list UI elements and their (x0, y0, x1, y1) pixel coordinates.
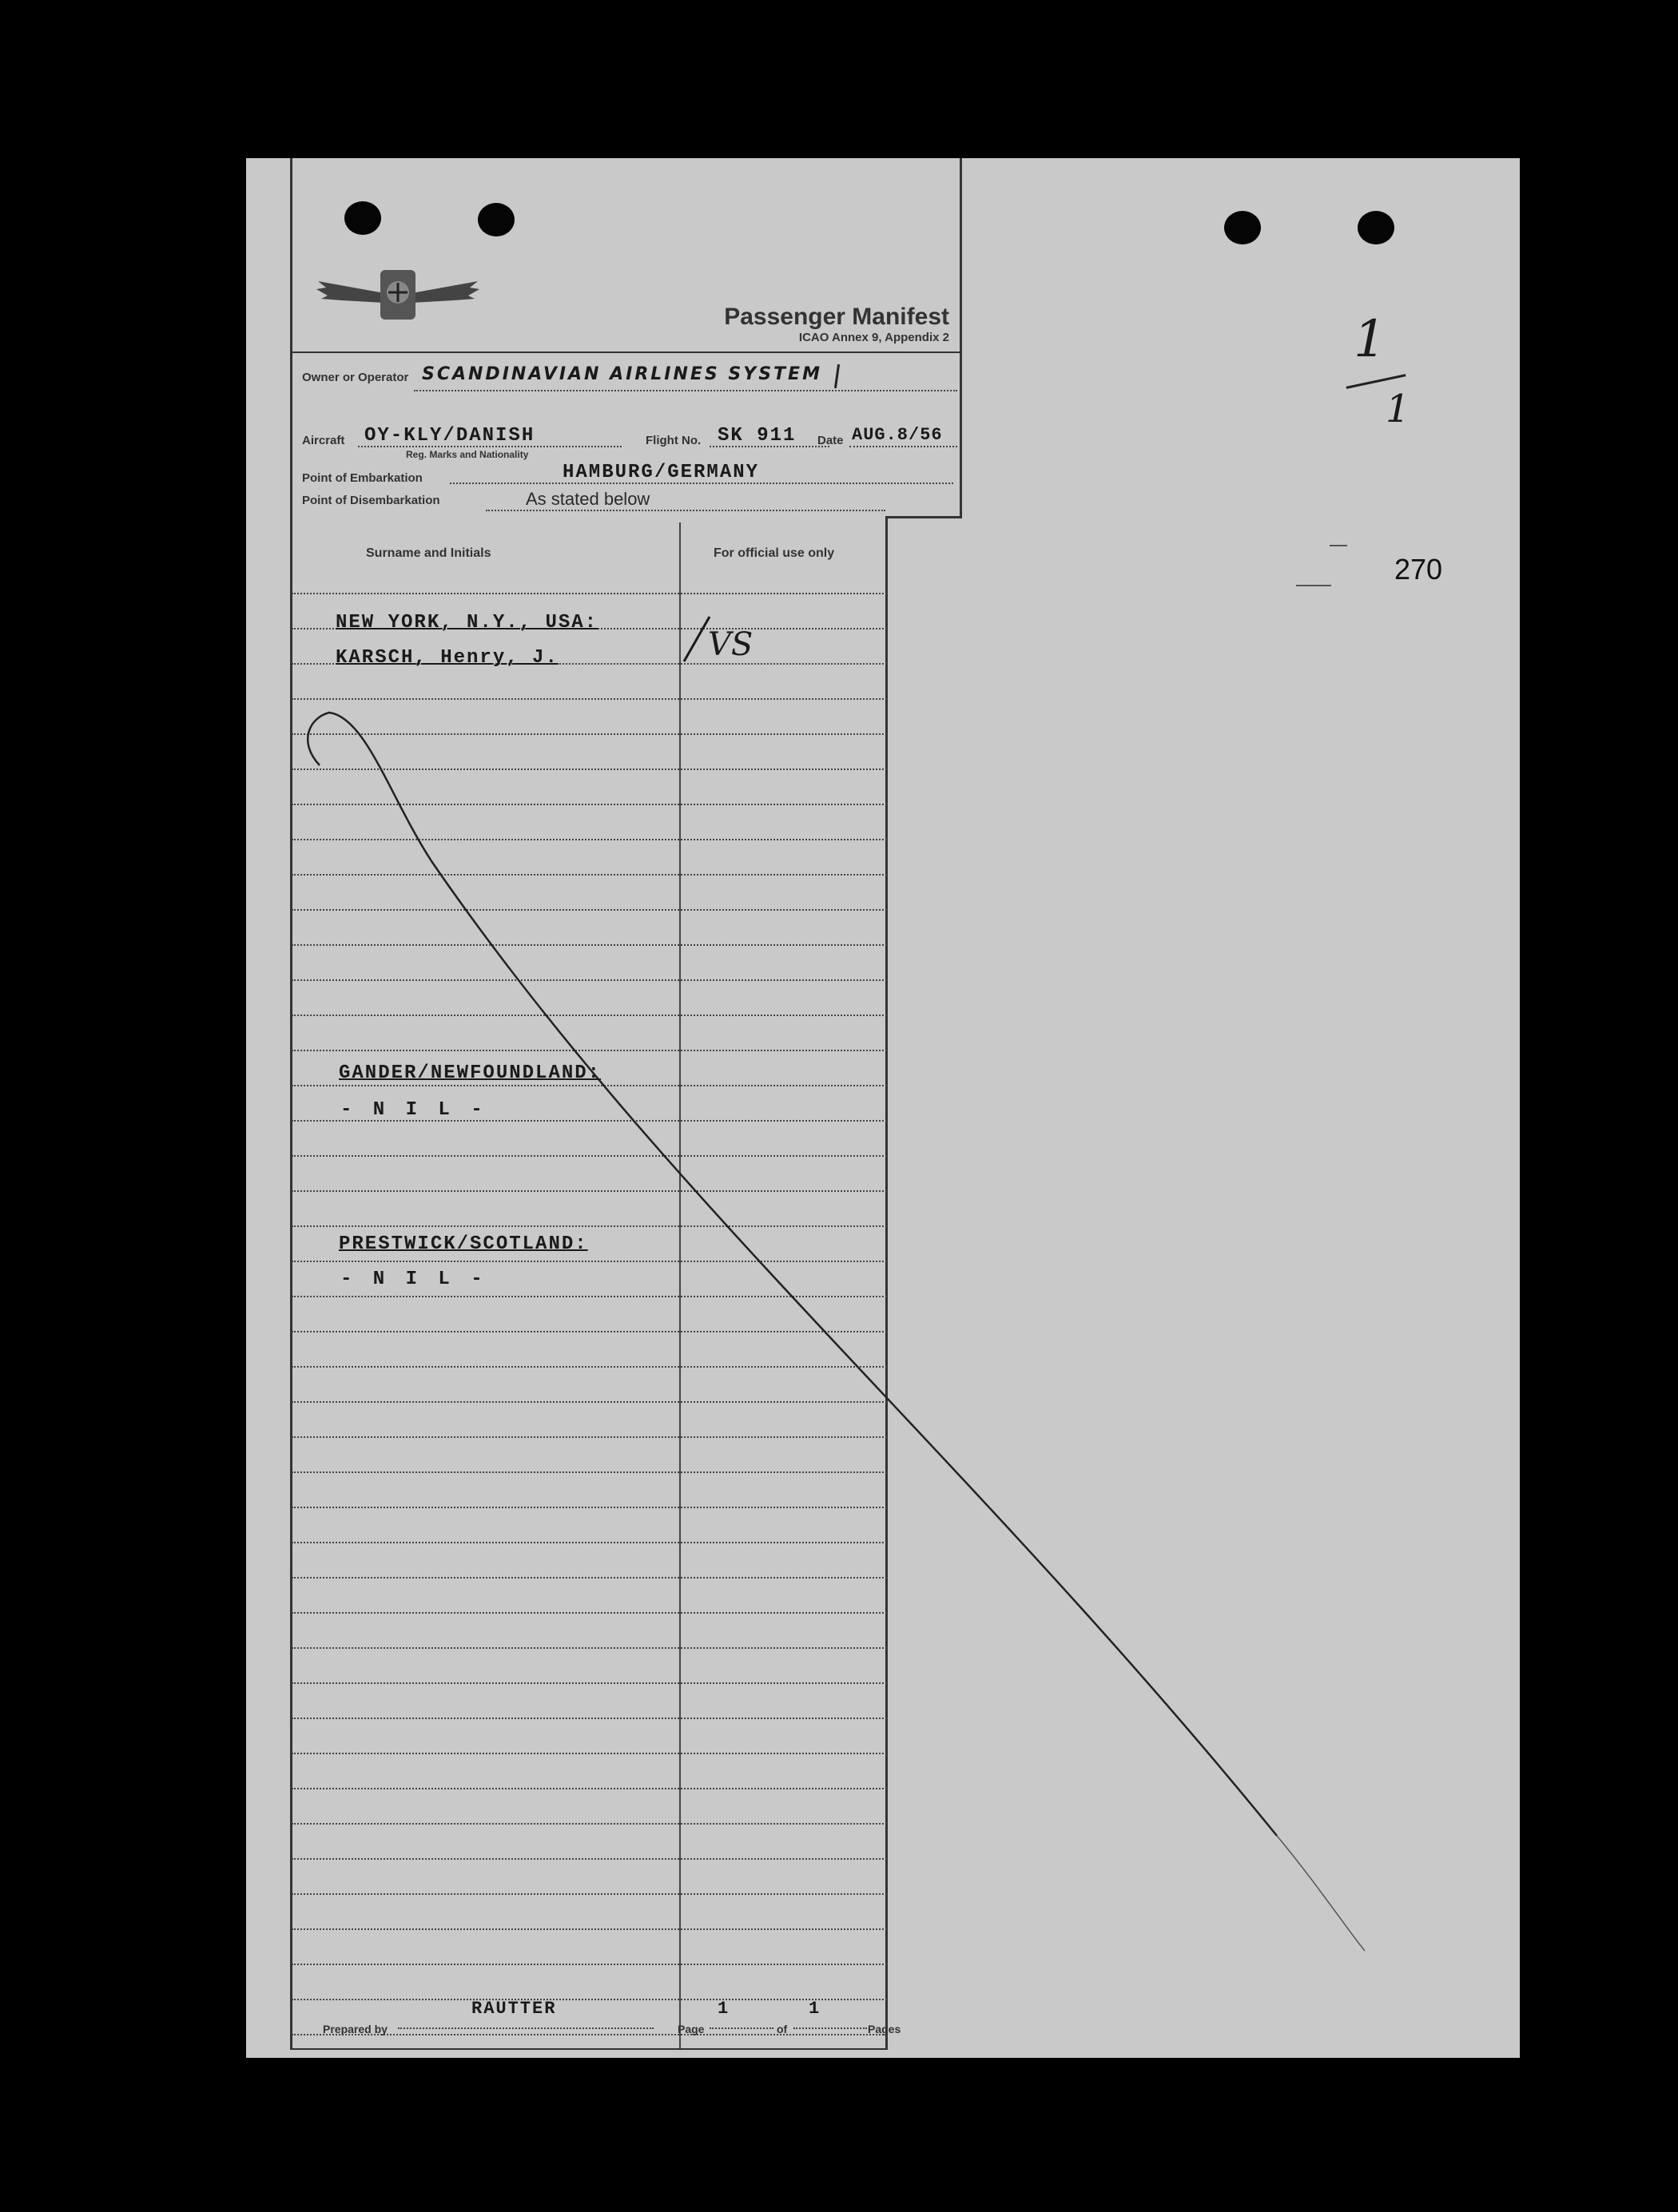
embarkation-value: HAMBURG/GERMANY (563, 462, 760, 483)
fraction-denominator: 1 (1386, 387, 1410, 431)
of-label: of (777, 2023, 788, 2035)
prepared-by-underline (398, 2027, 654, 2029)
destination-gander: GANDER/NEWFOUNDLAND: (339, 1062, 602, 1084)
column-header-surname: Surname and Initials (366, 546, 491, 560)
diagonal-strike-line (246, 158, 1520, 2058)
of-value: 1 (809, 1999, 821, 2019)
date-value: AUG.8/56 (852, 425, 943, 445)
embarkation-label: Point of Embarkation (302, 471, 423, 485)
disembarkation-label: Point of Disembarkation (302, 494, 440, 507)
of-underline (793, 2027, 867, 2029)
flight-value: SK 911 (718, 425, 797, 447)
stamp-tick (1296, 585, 1331, 586)
aircraft-label: Aircraft (302, 434, 345, 447)
pages-label: Pages (868, 2023, 901, 2035)
destination-prestwick: PRESTWICK/SCOTLAND: (339, 1233, 588, 1255)
page-value: 1 (718, 1999, 730, 2019)
prestwick-nil: - N I L - (340, 1269, 487, 1290)
page-label: Page (678, 2023, 705, 2035)
gander-nil: - N I L - (340, 1099, 487, 1121)
stamp-number: 270 (1394, 553, 1443, 586)
fraction-numerator: 1 (1354, 310, 1386, 369)
flight-label: Flight No. (646, 434, 702, 447)
owner-label: Owner or Operator (302, 371, 409, 384)
official-check-mark: VS (708, 626, 754, 663)
manifest-sheet (246, 158, 1520, 2058)
stamp-tick (1330, 545, 1347, 546)
form-subtitle: ICAO Annex 9, Appendix 2 (798, 331, 949, 344)
passenger-karsch: KARSCH, Henry, J. (336, 647, 559, 669)
aircraft-sublabel: Reg. Marks and Nationality (406, 449, 529, 460)
prepared-by-label: Prepared by (323, 2023, 388, 2035)
owner-value: SCANDINAVIAN AIRLINES SYSTEM (422, 364, 822, 384)
disembarkation-value: As stated below (526, 489, 650, 509)
prepared-by-value: RAUTTER (471, 1999, 557, 2019)
column-header-official: For official use only (714, 546, 835, 560)
form-title: Passenger Manifest (724, 304, 949, 330)
date-label: Date (817, 434, 844, 447)
destination-new-york: NEW YORK, N.Y., USA: (336, 612, 598, 633)
page-underline (710, 2027, 773, 2029)
aircraft-value: OY-KLY/DANISH (364, 425, 535, 447)
